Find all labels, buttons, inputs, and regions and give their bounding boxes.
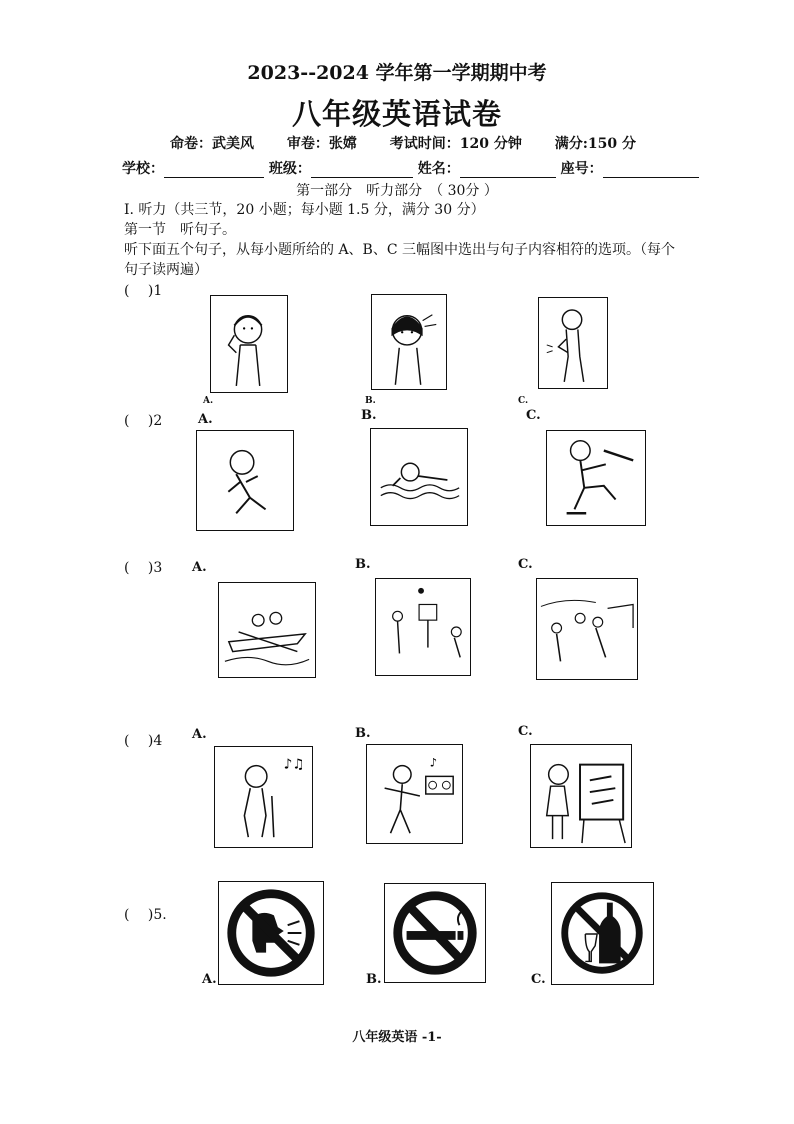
q5-picture-a-no-talking-sign[interactable] [218,881,324,985]
instructions-line-2: 句子读两遍） [124,262,208,278]
name-blank[interactable] [460,163,556,178]
q1-option-b-label: B. [365,396,376,406]
instructions-line-1: 听下面五个句子，从每小题所给的 A、B、C 三幅图中选出与句子内容相符的选项。（每个 [124,242,676,258]
q2-option-a-label: A. [198,412,213,427]
score-label: 满分:150 分 [554,136,636,152]
answer-bracket-1[interactable]: ( )1 [124,283,163,299]
q1-picture-a[interactable] [210,295,288,393]
q1-picture-b[interactable] [371,294,447,390]
part-one-heading: 第一部分 听力部分 （ 30分 ） [296,183,498,199]
author-label: 命卷：武美风 [170,136,254,152]
q3-option-a-label: A. [192,560,207,575]
q5-option-a-label: A. [202,972,217,987]
page-footer: 八年级英语 -1- [352,1030,442,1045]
answer-bracket-3[interactable]: ( )3 [124,560,163,576]
q3-picture-a[interactable] [218,582,316,678]
q4-picture-b[interactable] [366,744,463,844]
answer-bracket-2[interactable]: ( )2 [124,413,163,429]
seat-label: 座号： [560,161,603,177]
q1-picture-c[interactable] [538,297,608,389]
q5-picture-c-no-alcohol-sign[interactable] [551,882,654,985]
exam-year-title: 2023--2024 学年第一学期期中考 [247,62,547,84]
class-label: 班级： [268,161,311,177]
q2-picture-b[interactable] [370,428,468,526]
q1-option-a-label: A. [203,396,214,406]
q3-picture-b[interactable] [375,578,471,676]
q5-option-c-label: C. [531,972,546,987]
reviewer-label: 审卷：张嫦 [286,136,357,152]
sub-section-title: 第一节 听句子。 [124,222,236,238]
q3-option-c-label: C. [518,557,533,572]
q2-option-c-label: C. [526,408,541,423]
name-label: 姓名： [417,161,460,177]
time-label: 考试时间：120 分钟 [389,136,522,152]
svg-text:♪♫: ♪♫ [283,756,305,773]
q2-picture-a[interactable] [196,430,294,531]
exam-meta [170,133,664,153]
seat-blank[interactable] [603,163,699,178]
class-blank[interactable] [311,163,413,178]
school-label: 学校： [122,161,164,177]
exam-paper-title: 八年级英语试卷 [291,97,502,131]
q4-picture-c[interactable] [530,744,632,848]
q4-option-c-label: C. [518,724,533,739]
q5-picture-b-no-smoking-sign[interactable] [384,883,486,983]
q2-option-b-label: B. [361,408,377,423]
answer-bracket-5[interactable]: ( )5. [124,907,167,923]
school-blank[interactable] [164,163,264,178]
listening-section-title: I. 听力（共三节，20 小题；每小题 1.5 分，满分 30 分） [124,202,485,218]
student-info-fields [122,158,699,178]
q4-option-b-label: B. [355,726,371,741]
q2-picture-c[interactable] [546,430,646,526]
q3-option-b-label: B. [355,557,371,572]
q4-option-a-label: A. [192,727,207,742]
svg-text:♪: ♪ [429,755,438,770]
q1-option-c-label: C. [518,396,529,406]
q4-picture-a[interactable] [214,746,313,848]
q3-picture-c[interactable] [536,578,638,680]
q5-option-b-label: B. [366,972,382,987]
answer-bracket-4[interactable]: ( )4 [124,733,163,749]
